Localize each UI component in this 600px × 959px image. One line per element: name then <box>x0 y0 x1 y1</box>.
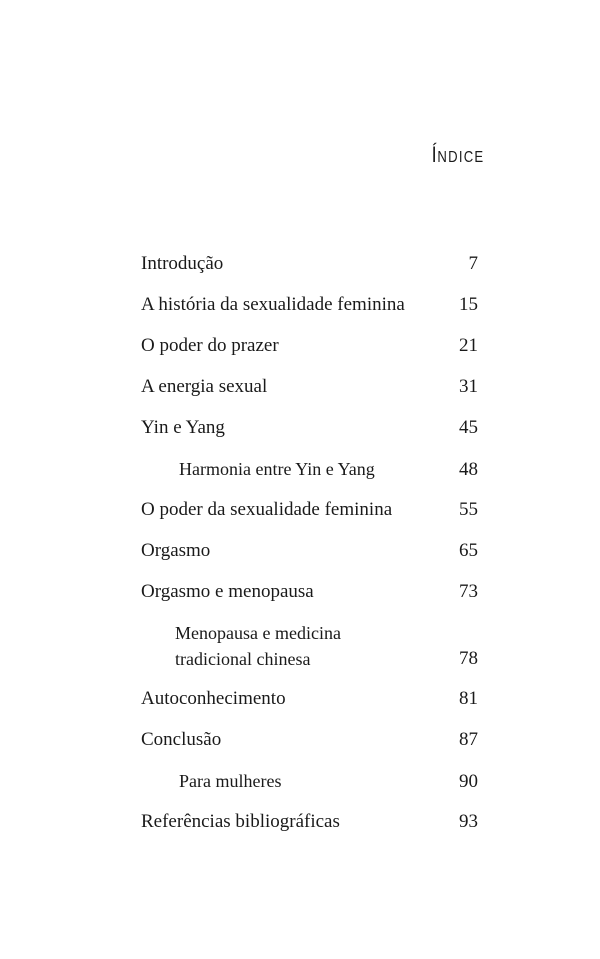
toc-entry-title: Introdução <box>141 253 224 274</box>
toc-entry <box>141 539 478 580</box>
toc-entry-page: 65 <box>459 540 478 561</box>
title-rest: NDICE <box>437 149 484 166</box>
toc-subentry-title-line1: Menopausa e medicina <box>175 623 341 643</box>
toc-subentry-page: 78 <box>459 648 478 669</box>
toc-entry <box>141 580 478 621</box>
toc-entry-title: Referências bibliográficas <box>141 811 340 832</box>
toc-subentry <box>141 621 478 687</box>
title-initial: Í <box>431 142 438 167</box>
toc-entry <box>141 810 478 851</box>
page-title <box>431 142 484 168</box>
toc-entry-title: A energia sexual <box>141 376 268 397</box>
toc-subentry-page: 48 <box>459 459 478 480</box>
toc-entry <box>141 293 478 334</box>
toc-entry-page: 87 <box>459 729 478 750</box>
toc-entry <box>141 728 478 769</box>
toc-entry-title: O poder da sexualidade feminina <box>141 499 393 520</box>
toc-subentry-title <box>141 620 341 687</box>
toc-subentry-page: 90 <box>459 771 478 792</box>
toc-entry-title: O poder do prazer <box>141 335 279 356</box>
toc-entry-page: 45 <box>459 417 478 438</box>
toc-entry-page: 7 <box>468 253 478 274</box>
toc-entry-title: Yin e Yang <box>141 417 225 438</box>
toc-subentry <box>141 769 478 810</box>
toc-entry-title: A história da sexualidade feminina <box>141 294 405 315</box>
toc-entry-page: 55 <box>459 499 478 520</box>
toc-entry <box>141 334 478 375</box>
toc-entry-title: Autoconhecimento <box>141 688 286 709</box>
toc-entry <box>141 498 478 539</box>
toc-entry-page: 81 <box>459 688 478 709</box>
toc-entry-page: 15 <box>459 294 478 315</box>
toc-entry-page: 73 <box>459 581 478 602</box>
toc-entry-page: 93 <box>459 811 478 832</box>
table-of-contents <box>141 252 478 851</box>
toc-entry-page: 31 <box>459 376 478 397</box>
toc-subentry-title-line2: tradicional chinesa <box>175 649 311 669</box>
toc-subentry-title: Harmonia entre Yin e Yang <box>179 459 375 479</box>
toc-entry <box>141 375 478 416</box>
toc-entry-page: 21 <box>459 335 478 356</box>
toc-entry-title: Orgasmo <box>141 540 211 561</box>
toc-entry-title: Orgasmo e menopausa <box>141 581 314 602</box>
toc-entry <box>141 687 478 728</box>
toc-subentry <box>141 457 478 498</box>
toc-entry <box>141 252 478 293</box>
toc-entry <box>141 416 478 457</box>
toc-entry-title: Conclusão <box>141 729 222 750</box>
toc-subentry-title: Para mulheres <box>179 771 282 791</box>
